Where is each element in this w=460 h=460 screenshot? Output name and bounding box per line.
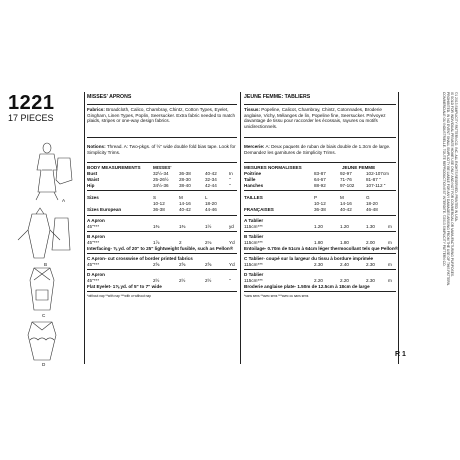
view-drawings [10, 140, 85, 365]
en-fabrics: Fabrics: Broadcloth, Calico, Chambray, Chintz, Cotton Types, Eyelet, Gingham, Linen Types, Poplin, Seersucker. Extra fabric needed to match plaids, stripes or one-way design fabrics. [87, 107, 236, 124]
pieces-count: 17 PIECES [8, 113, 54, 123]
view-a-sketch [36, 143, 58, 200]
thumb-label-b: B [44, 262, 48, 267]
side-line-4: COMMERCIALE OU INDUSTRIELLE. TOUTE REPRODUCTION EST INTERDITE. ©2013 SIMPLICITY PATTERN CO. [442, 92, 446, 267]
thumb-label-a: A [62, 198, 66, 203]
page-marker: R 1 [395, 351, 406, 358]
center-divider [240, 92, 241, 364]
thumb-label-d: D [42, 362, 46, 367]
right-divider [398, 92, 399, 364]
thumb-label-c: C [42, 313, 46, 318]
side-line-1: ©1 2013 SIMPLICITY PATTERN CO. INC. ALL RIGHTS RESERVED. PRINTED IN USA. [454, 92, 458, 222]
view-d-sketch [28, 322, 56, 360]
fr-mercerie: Mercerie: A: Deux paquets de ruban de biais double de 1.3cm de large. Demandez les garnitures de Simplicity Trims. [244, 144, 391, 155]
pattern-number: 1221 [8, 92, 55, 114]
apron-sketches [10, 140, 85, 365]
side-line-2: IS SOLD FOR INDIVIDUAL PRIVATE HOME USE ONLY AND NOT FOR COMMERCIAL OR MANUFACTURING PURPOSES. [450, 92, 454, 278]
side-legal-text [402, 92, 458, 364]
left-divider [84, 92, 85, 364]
view-b-sketch [18, 208, 70, 258]
side-line-3: PROHIBITED. IN NO EVENT SHALL SIMPLICITY BE LIABLE FOR ANY DAMAGES ARISING FROM THE USE OF THIS PATTERN. [446, 92, 450, 287]
fr-title: JEUNE FEMME: TABLIERS [244, 94, 311, 100]
en-title: MISSES' APRONS [87, 94, 132, 100]
french-column: JEUNE FEMME: TABLIERS Tissus: Popeline, Calicot, Chambray, Chintz, Cotonnades, Broderie anglaise, Vichy, Mélanges de lin, Popeline fine, Seersucker. Prévoyez davantage de tissu pour raccorder les écossais, rayures ou motifs unidirectionnels. Mercerie: A: Deux paquets de ruban de biais double de 1.3cm de large. Demandez les garnitures de Simplicity Trims. MESURES NORMALISEES JEUNE FEMME Poitrine 83-87 92-97 102-107cm Taille 64-67 71-76 81-87 " Hanches 88-92 97-102 107-112 " TAILLES P M G 10-12 14-16 18-20 FRANÇAISES 36-38 40-42 46-48 A Tablier 115cm*** 1.20 1.20 1.30 m B Tablier 115cm*** 1.80 1.80 2.00 m Entoilage- 0.70m de 51cm à 64cm léger thermocollant tels que Pellon® C Tablier- coupé sur la largeur du tissu à bordure imprimée 115cm*** 2.30 2.40 2.30 m D Tablier 115cm*** 2.20 2.20 2.30 m Broderie anglaise plate- 1.50m de 12.5cm à 18cm de large *sans sens **avec sens ***avec ou sans sens [244, 94, 399, 298]
en-notions: Notions: Thread. A: Two-pkgs. of ½" wide double fold bias tape. Look for Simplicity Trims. [87, 144, 236, 155]
english-column: MISSES' APRONS Fabrics: Broadcloth, Calico, Chambray, Chintz, Cotton Types, Eyelet, Gingham, Linen Types, Poplin, Seersucker. Extra fabric needed to match plaids, stripes or one-way design fabrics. Notions: Thread. A: Two-pkgs. of ½" wide double fold bias tape. Look for Simplicity Trims. BODY MEASUREMENTS MISSES' Bust 32½-34 36-38 40-42 In Waist 25-26½ 28-30 32-34 " Hip 34½-36 38-40 42-44 " Sizes S M L 10-12 14-16 18-20 Sizes European 36-38 40-42 44-46 A Apron 45"*** 1⅜ 1⅜ 1½ yd B Apron 45"*** 1⅞ 2 2⅛ Yd Interfacing- ⅝ yd. of 20" to 25" lightweight fusible, such as Pellon® C Apron- cut crosswise of border printed fabrics 45"*** 2⅝ 2⅝ 2⅝ Yd D Apron 45"*** 2½ 2½ 2½ " Flat Eyelet- 1⅝ yd. of 5" to 7" wide *without nap **with nap ***with or without nap [87, 94, 236, 298]
view-c-sketch [30, 268, 54, 310]
fr-tissus: Tissus: Popeline, Calicot, Chambray, Chintz, Cotonnades, Broderie anglaise, Vichy, Mélanges de lin, Popeline fine, Seersucker. Prévoyez davantage de tissu pour raccorder les écossais, rayures ou motifs unidirectionnels. [244, 107, 386, 129]
